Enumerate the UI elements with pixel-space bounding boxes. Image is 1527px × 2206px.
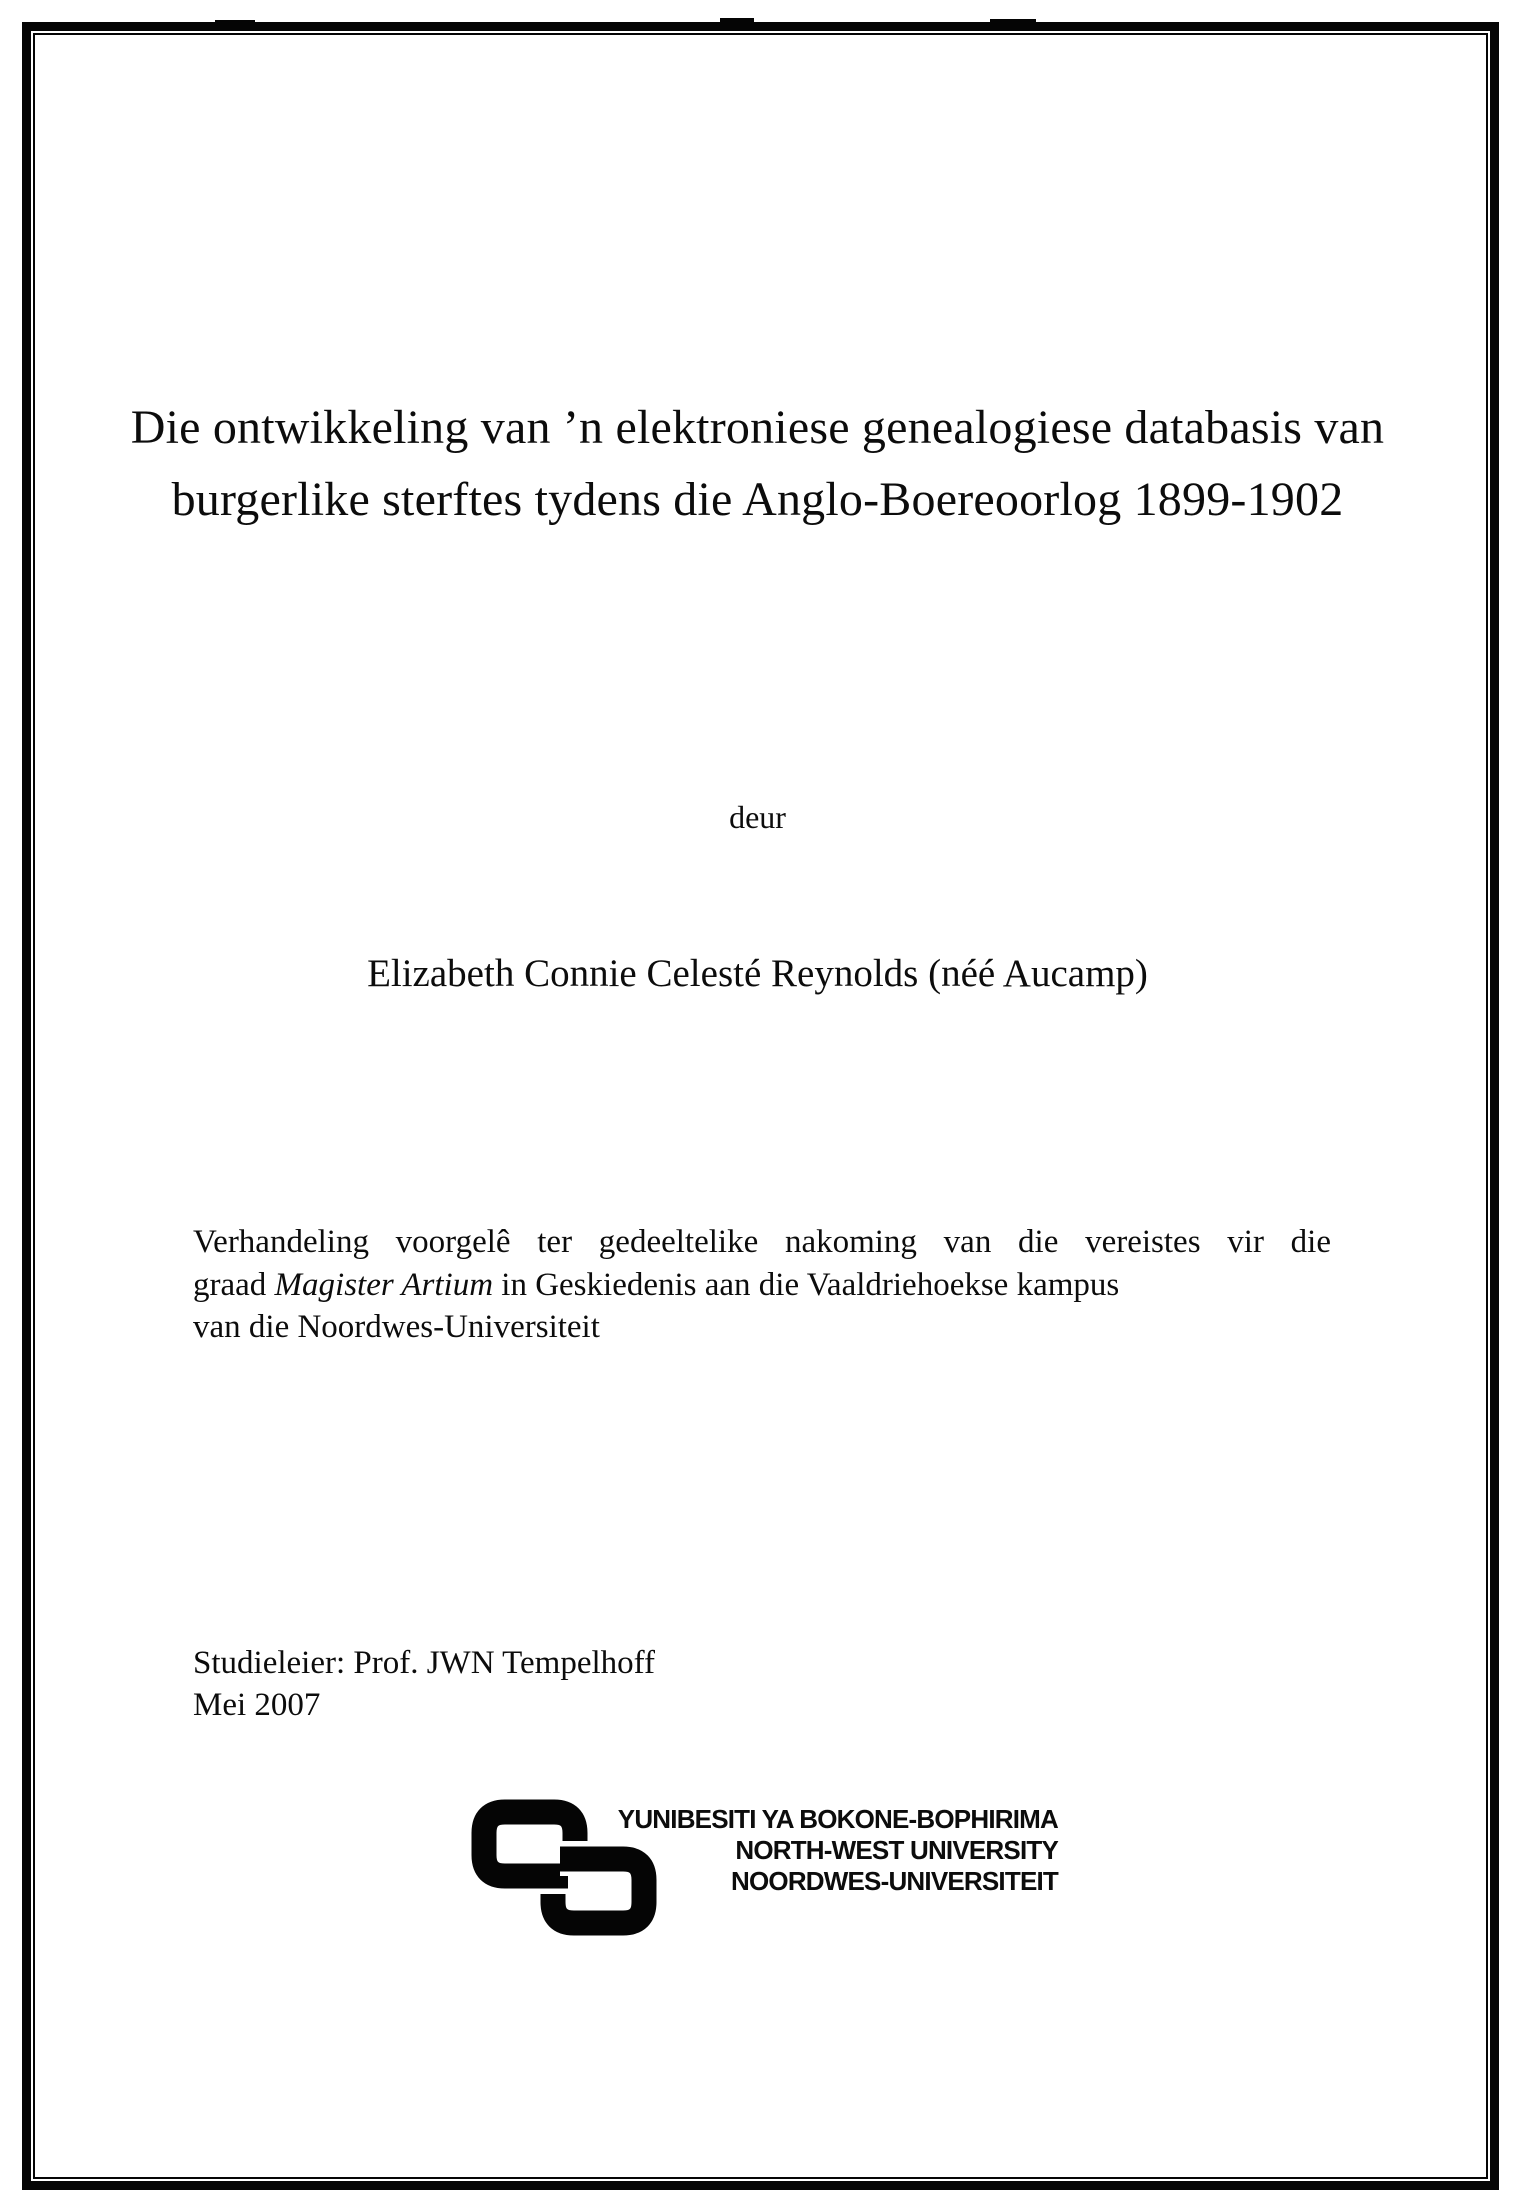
- author-name: Elizabeth Connie Celesté Reynolds (néé Aucamp): [367, 952, 1148, 995]
- statement-line-2-pre: graad: [193, 1266, 275, 1303]
- supervisor-block: [193, 1642, 655, 1726]
- logo-wordmark: [588, 1804, 1058, 1897]
- scan-smudge: [990, 19, 1036, 24]
- statement-line-1: Verhandeling voorgelê ter gedeeltelike nakoming van die vereistes vir die: [193, 1224, 1331, 1260]
- logo-text-afrikaans: NOORDWES-UNIVERSITEIT: [731, 1866, 1058, 1896]
- byline-deur: deur: [729, 799, 786, 835]
- date-line: Mei 2007: [193, 1687, 321, 1723]
- scan-smudge: [720, 18, 754, 23]
- title-line-1: Die ontwikkeling van ’n elektroniese genealogiese databasis van: [130, 401, 1385, 454]
- submission-statement: [193, 1221, 1331, 1349]
- scan-smudge: [215, 20, 255, 25]
- degree-name-italic: Magister Artium: [274, 1266, 494, 1303]
- statement-line-2: [193, 1264, 1331, 1307]
- logo-text-english: NORTH-WEST UNIVERSITY: [735, 1835, 1058, 1865]
- title-line-2: burgerlike sterftes tydens die Anglo-Boereoorlog 1899-1902: [171, 473, 1344, 526]
- supervisor-line: Studieleier: Prof. JWN Tempelhoff: [193, 1645, 656, 1681]
- statement-line-2-post: in Geskiedenis aan die Vaaldriehoekse kampus: [493, 1266, 1120, 1303]
- thesis-title: [0, 392, 1515, 536]
- statement-line-3: van die Noordwes-Universiteit: [193, 1309, 600, 1345]
- logo-text-setswana: YUNIBESITI YA BOKONE-BOPHIRIMA: [617, 1804, 1058, 1834]
